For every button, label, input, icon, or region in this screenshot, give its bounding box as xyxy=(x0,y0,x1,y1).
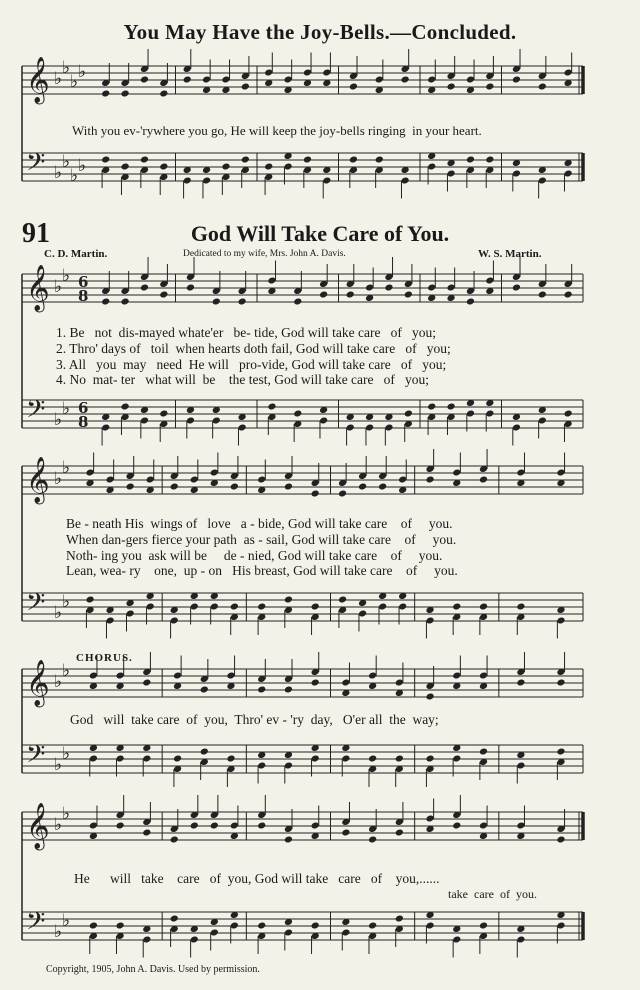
verse-3-line-b: Noth- ing you ask will be de - nied, God will take care of you. xyxy=(66,548,443,563)
flat-sign: ♭ xyxy=(62,58,71,78)
note-head xyxy=(116,921,125,929)
note-head xyxy=(226,754,235,762)
flat-sign: ♭ xyxy=(62,152,71,172)
verse-2-line-a: 2. Thro' days of toil when hearts doth fail, God will take care of you; xyxy=(56,341,451,356)
hymn-number: 91 xyxy=(22,218,50,249)
dedication: Dedicated to my wife, Mrs. John A. Davis. xyxy=(183,249,346,259)
verse-1-line-a: 1. Be not dis-mayed whate'er be- tide, God will take care of you; xyxy=(56,325,436,340)
verse-4-line-a: 4. No mat- ter what will be the test, God will take care of you; xyxy=(56,372,430,387)
note-head xyxy=(257,921,266,929)
composer-credit: W. S. Martin. xyxy=(478,248,542,260)
note-head xyxy=(89,921,98,929)
continued-hymn-title: You May Have the Joy-Bells.—Concluded. xyxy=(123,20,517,44)
note-head xyxy=(556,747,565,755)
author-credit: C. D. Martin. xyxy=(44,248,108,260)
top-lyric-line: With you ev-'rywhere you go, He will keep the joy-bells ringing in your heart. xyxy=(72,123,482,138)
flat-sign: ♭ xyxy=(62,661,71,681)
chorus-line-1: God will take care of you, Thro' ev - 'ry day, O'er all the way; xyxy=(70,712,439,727)
note-head xyxy=(427,402,436,410)
note-head xyxy=(425,754,434,762)
flat-sign: ♭ xyxy=(62,399,71,419)
note-head xyxy=(303,155,312,163)
verse-3-line-a: 3. All you may need He will pro-vide, God will take care of you; xyxy=(56,357,447,372)
note-head xyxy=(101,155,110,163)
verse-4-line-b: Lean, wea- ry one, up - on His breast, God will take care of you. xyxy=(66,563,458,578)
note-head xyxy=(264,162,273,170)
flat-sign: ♭ xyxy=(54,277,63,297)
note-head xyxy=(395,754,404,762)
flat-sign: ♭ xyxy=(62,804,71,824)
flat-sign: ♭ xyxy=(62,911,71,931)
chorus-line-2: He will take care of you, God will take care of you,...... xyxy=(74,871,440,886)
note-head xyxy=(257,602,266,610)
flat-sign: ♭ xyxy=(78,156,87,176)
note-head xyxy=(267,402,276,410)
svg-text:8: 8 xyxy=(78,287,89,305)
note-head xyxy=(368,754,377,762)
note-head xyxy=(170,914,179,922)
chorus-echo: take care of you. xyxy=(448,887,537,901)
note-head xyxy=(564,409,573,417)
treble-clef: 𝄞 xyxy=(26,57,50,103)
note-head xyxy=(293,409,302,417)
flat-sign: ♭ xyxy=(54,163,63,183)
note-head xyxy=(479,921,488,929)
note-head xyxy=(479,602,488,610)
note-head xyxy=(230,602,239,610)
hymn-title: God Will Take Care of You. xyxy=(190,221,450,246)
note-head xyxy=(173,754,182,762)
bass-clef: 𝄢 xyxy=(26,395,46,430)
verse-2-line-b: When dan-gers fierce your path as - sail, God will take care of you. xyxy=(66,532,457,547)
flat-sign: ♭ xyxy=(54,815,63,835)
flat-sign: ♭ xyxy=(70,166,79,186)
bass-clef: 𝄢 xyxy=(26,740,46,775)
note-head xyxy=(485,155,494,163)
note-head xyxy=(349,155,358,163)
bass-clef: 𝄢 xyxy=(26,148,46,183)
note-head xyxy=(311,602,320,610)
flat-sign: ♭ xyxy=(70,72,79,92)
svg-text:8: 8 xyxy=(78,413,89,431)
time-signature: 6 xyxy=(78,399,89,417)
note-head xyxy=(516,602,525,610)
treble-clef: 𝄞 xyxy=(26,457,50,503)
flat-sign: ♭ xyxy=(54,69,63,89)
note-head xyxy=(395,914,404,922)
note-head xyxy=(241,155,250,163)
note-head xyxy=(479,747,488,755)
note-head xyxy=(375,155,384,163)
chorus-label: CHORUS. xyxy=(76,652,133,664)
flat-sign: ♭ xyxy=(54,410,63,430)
note-head xyxy=(140,155,149,163)
verse-1-line-b: Be - neath His wings of love a - bide, God will take care of you. xyxy=(66,516,453,531)
flat-sign: ♭ xyxy=(62,592,71,612)
copyright-notice: Copyright, 1905, John A. Davis. Used by permission. xyxy=(46,964,260,975)
bass-clef: 𝄢 xyxy=(26,907,46,942)
note-head xyxy=(368,921,377,929)
time-signature: 6 xyxy=(78,273,89,291)
note-head xyxy=(338,595,347,603)
note-head xyxy=(452,602,461,610)
flat-sign: ♭ xyxy=(54,922,63,942)
note-head xyxy=(85,595,94,603)
flat-sign: ♭ xyxy=(54,603,63,623)
flat-sign: ♭ xyxy=(62,266,71,286)
note-head xyxy=(221,162,230,170)
flat-sign: ♭ xyxy=(54,469,63,489)
note-head xyxy=(159,162,168,170)
note-head xyxy=(120,402,129,410)
note-head xyxy=(466,155,475,163)
flat-sign: ♭ xyxy=(62,458,71,478)
flat-sign: ♭ xyxy=(78,62,87,82)
bass-clef: 𝄢 xyxy=(26,588,46,623)
note-head xyxy=(284,595,293,603)
flat-sign: ♭ xyxy=(54,755,63,775)
flat-sign: ♭ xyxy=(54,672,63,692)
treble-clef: 𝄞 xyxy=(26,265,50,311)
treble-clef: 𝄞 xyxy=(26,660,50,706)
flat-sign: ♭ xyxy=(62,744,71,764)
note-head xyxy=(159,409,168,417)
note-head xyxy=(120,162,129,170)
note-head xyxy=(404,409,413,417)
note-head xyxy=(446,402,455,410)
note-head xyxy=(311,921,320,929)
treble-clef: 𝄞 xyxy=(26,803,50,849)
note-head xyxy=(200,747,209,755)
